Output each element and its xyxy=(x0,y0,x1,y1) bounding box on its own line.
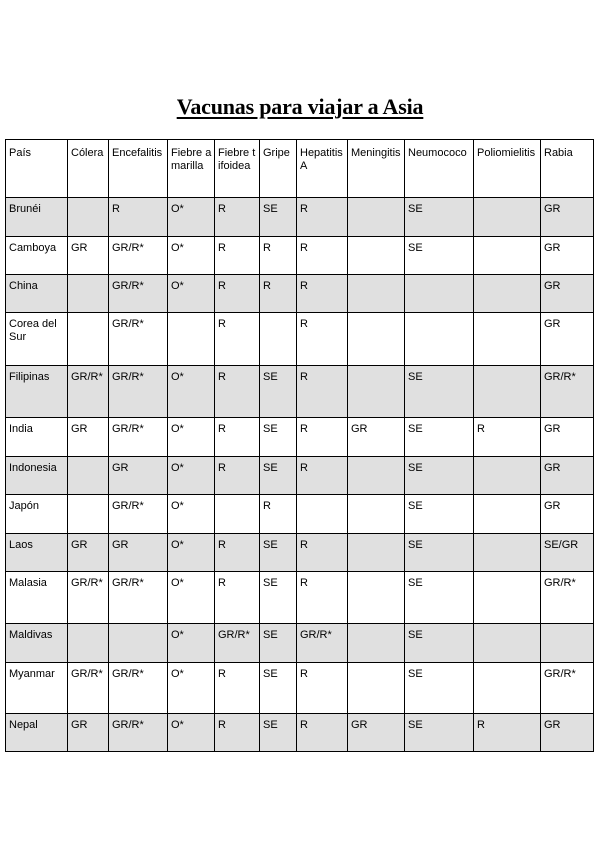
vaccine-cell: GR xyxy=(68,714,109,752)
vaccine-cell: R xyxy=(297,457,348,495)
header-cell: Fiebre tifoidea xyxy=(215,140,260,198)
vaccine-cell xyxy=(348,366,405,418)
vaccine-cell: R xyxy=(297,313,348,366)
vaccine-cell: R xyxy=(474,714,541,752)
country-cell: Japón xyxy=(6,495,68,534)
vaccine-cell xyxy=(474,313,541,366)
vaccine-cell: SE xyxy=(405,572,474,624)
vaccine-cell: SE xyxy=(405,198,474,237)
vaccine-cell: SE xyxy=(260,663,297,714)
vaccine-cell: R xyxy=(215,237,260,275)
vaccine-cell: GR xyxy=(109,534,168,572)
country-cell: Camboya xyxy=(6,237,68,275)
vaccine-cell: SE xyxy=(260,418,297,457)
vaccine-cell xyxy=(405,313,474,366)
vaccine-cell: GR/R* xyxy=(297,624,348,663)
vaccine-cell xyxy=(68,457,109,495)
vaccine-cell: O* xyxy=(168,366,215,418)
vaccine-cell: GR xyxy=(541,237,594,275)
table-row xyxy=(6,663,594,714)
vaccine-cell: R xyxy=(297,275,348,313)
vaccine-cell: SE xyxy=(405,714,474,752)
table-row xyxy=(6,624,594,663)
vaccine-cell: SE/GR xyxy=(541,534,594,572)
vaccine-cell: GR xyxy=(348,418,405,457)
vaccine-cell: GR/R* xyxy=(541,366,594,418)
vaccine-cell: R xyxy=(297,572,348,624)
country-cell: Malasia xyxy=(6,572,68,624)
vaccine-cell: O* xyxy=(168,624,215,663)
vaccine-cell xyxy=(68,198,109,237)
vaccine-cell: R xyxy=(215,418,260,457)
vaccine-cell xyxy=(215,495,260,534)
vaccine-cell: GR/R* xyxy=(109,275,168,313)
vaccine-cell: GR/R* xyxy=(68,366,109,418)
vaccine-cell: GR xyxy=(109,457,168,495)
country-cell: Indonesia xyxy=(6,457,68,495)
page-title: Vacunas para viajar a Asia xyxy=(176,94,424,119)
country-cell: Laos xyxy=(6,534,68,572)
vaccine-cell xyxy=(68,313,109,366)
vaccine-cell: GR xyxy=(541,495,594,534)
vaccine-cell: R xyxy=(297,198,348,237)
country-cell: India xyxy=(6,418,68,457)
vaccine-cell xyxy=(348,495,405,534)
vaccine-cell: GR/R* xyxy=(215,624,260,663)
table-row xyxy=(6,418,594,457)
vaccine-cell: GR xyxy=(68,237,109,275)
vaccine-cell: R xyxy=(215,572,260,624)
vaccine-cell: GR xyxy=(541,275,594,313)
vaccine-cell: R xyxy=(109,198,168,237)
country-cell: Corea del Sur xyxy=(6,313,68,366)
vaccine-cell xyxy=(348,198,405,237)
vaccine-cell xyxy=(68,495,109,534)
country-cell: Brunéi xyxy=(6,198,68,237)
vaccine-cell: R xyxy=(297,418,348,457)
vaccine-cell xyxy=(474,495,541,534)
vaccine-cell xyxy=(474,663,541,714)
vaccine-cell: O* xyxy=(168,663,215,714)
vaccine-cell: O* xyxy=(168,534,215,572)
vaccine-cell xyxy=(297,495,348,534)
vaccine-cell: R xyxy=(260,495,297,534)
vaccine-cell: O* xyxy=(168,495,215,534)
table-row xyxy=(6,572,594,624)
vaccine-cell: R xyxy=(260,237,297,275)
vaccine-cell: R xyxy=(215,275,260,313)
vaccine-cell xyxy=(348,624,405,663)
vaccine-cell: O* xyxy=(168,572,215,624)
table-row xyxy=(6,534,594,572)
vaccine-cell: O* xyxy=(168,275,215,313)
vaccine-cell: R xyxy=(297,714,348,752)
vaccine-cell: R xyxy=(215,366,260,418)
vaccine-cell: SE xyxy=(260,624,297,663)
country-cell: Filipinas xyxy=(6,366,68,418)
vaccine-cell: SE xyxy=(260,714,297,752)
vaccine-cell: SE xyxy=(260,198,297,237)
country-cell: Maldivas xyxy=(6,624,68,663)
vaccine-cell: R xyxy=(215,663,260,714)
vaccine-cell xyxy=(168,313,215,366)
vaccine-cell: R xyxy=(215,714,260,752)
vaccine-cell: GR/R* xyxy=(109,495,168,534)
header-cell: Gripe xyxy=(260,140,297,198)
vaccine-cell: O* xyxy=(168,457,215,495)
vaccine-cell: O* xyxy=(168,237,215,275)
vaccine-cell: GR/R* xyxy=(68,572,109,624)
vaccine-cell: GR xyxy=(348,714,405,752)
header-row xyxy=(6,140,594,198)
vaccine-cell: SE xyxy=(405,534,474,572)
vaccine-cell xyxy=(68,275,109,313)
vaccine-cell xyxy=(260,313,297,366)
vaccine-cell: R xyxy=(474,418,541,457)
header-cell: Encefalitis xyxy=(109,140,168,198)
vaccine-cell xyxy=(348,534,405,572)
table-row xyxy=(6,313,594,366)
vaccine-cell xyxy=(109,624,168,663)
vaccine-cell: GR xyxy=(541,714,594,752)
vaccine-cell xyxy=(474,457,541,495)
table-body xyxy=(6,140,594,752)
vaccine-cell: R xyxy=(215,534,260,572)
vaccine-cell xyxy=(348,237,405,275)
vaccine-cell xyxy=(348,572,405,624)
header-cell: País xyxy=(6,140,68,198)
vaccine-cell: SE xyxy=(405,663,474,714)
vaccine-cell: GR/R* xyxy=(109,313,168,366)
table-row xyxy=(6,237,594,275)
country-cell: Nepal xyxy=(6,714,68,752)
table-row xyxy=(6,366,594,418)
vaccine-cell: GR xyxy=(68,418,109,457)
vaccine-cell: GR xyxy=(541,198,594,237)
header-cell: Cólera xyxy=(68,140,109,198)
vaccine-cell xyxy=(348,457,405,495)
vaccine-cell: GR/R* xyxy=(109,366,168,418)
vaccine-cell: GR/R* xyxy=(541,663,594,714)
vaccine-cell xyxy=(474,237,541,275)
vaccine-cell: SE xyxy=(405,366,474,418)
vaccine-cell: GR/R* xyxy=(109,237,168,275)
header-cell: Hepatitis A xyxy=(297,140,348,198)
vaccine-cell: O* xyxy=(168,418,215,457)
vaccine-cell xyxy=(68,624,109,663)
vaccine-cell: GR xyxy=(541,457,594,495)
vaccine-cell xyxy=(405,275,474,313)
vaccine-cell: SE xyxy=(405,495,474,534)
vaccine-cell: O* xyxy=(168,198,215,237)
header-cell: Meningitis xyxy=(348,140,405,198)
vaccine-cell xyxy=(348,313,405,366)
vaccine-cell xyxy=(474,366,541,418)
vaccine-cell: GR/R* xyxy=(109,714,168,752)
vaccine-cell: GR xyxy=(68,534,109,572)
vaccine-cell xyxy=(348,275,405,313)
vaccine-cell: GR/R* xyxy=(68,663,109,714)
vaccine-table xyxy=(5,139,594,752)
header-cell: Fiebre amarilla xyxy=(168,140,215,198)
vaccine-cell: SE xyxy=(405,418,474,457)
country-cell: Myanmar xyxy=(6,663,68,714)
header-cell: Neumococo xyxy=(405,140,474,198)
header-cell: Poliomielitis xyxy=(474,140,541,198)
vaccine-cell xyxy=(348,663,405,714)
vaccine-cell xyxy=(474,198,541,237)
table-row xyxy=(6,275,594,313)
vaccine-cell: R xyxy=(260,275,297,313)
vaccine-cell: R xyxy=(215,198,260,237)
vaccine-cell xyxy=(474,534,541,572)
vaccine-cell: R xyxy=(297,534,348,572)
vaccine-cell: R xyxy=(215,313,260,366)
vaccine-cell: SE xyxy=(260,366,297,418)
vaccine-cell xyxy=(541,624,594,663)
vaccine-cell: SE xyxy=(405,624,474,663)
vaccine-cell xyxy=(474,624,541,663)
vaccine-cell: R xyxy=(297,366,348,418)
vaccine-cell xyxy=(474,572,541,624)
table-row xyxy=(6,495,594,534)
table-row xyxy=(6,198,594,237)
vaccine-cell: SE xyxy=(260,534,297,572)
country-cell: China xyxy=(6,275,68,313)
vaccine-cell: GR xyxy=(541,313,594,366)
vaccine-cell: O* xyxy=(168,714,215,752)
header-cell: Rabia xyxy=(541,140,594,198)
vaccine-cell xyxy=(474,275,541,313)
vaccine-cell: GR/R* xyxy=(109,663,168,714)
vaccine-cell: GR/R* xyxy=(109,418,168,457)
vaccine-cell: SE xyxy=(260,457,297,495)
vaccine-cell: R xyxy=(215,457,260,495)
vaccine-cell: SE xyxy=(405,457,474,495)
vaccine-cell: SE xyxy=(260,572,297,624)
vaccine-cell: GR/R* xyxy=(541,572,594,624)
vaccine-cell: SE xyxy=(405,237,474,275)
vaccine-cell: R xyxy=(297,237,348,275)
vaccine-cell: GR/R* xyxy=(109,572,168,624)
table-row xyxy=(6,457,594,495)
table-row xyxy=(6,714,594,752)
vaccine-cell: GR xyxy=(541,418,594,457)
vaccine-cell: R xyxy=(297,663,348,714)
